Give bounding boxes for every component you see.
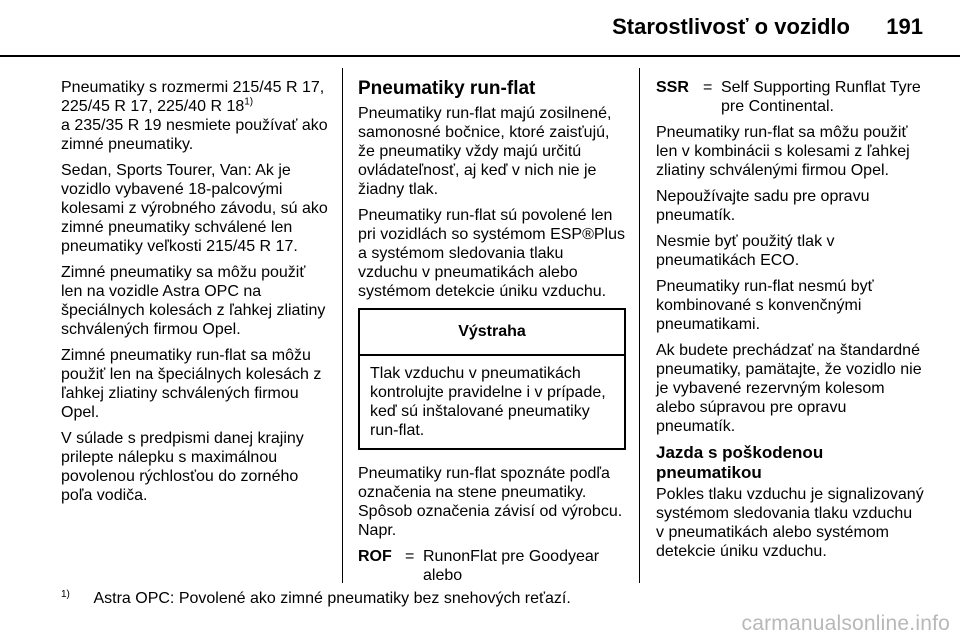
paragraph-no-mixing: Pneumatiky run-flat nesmú byť kombinované s konvenčnými pneumatikami. bbox=[656, 278, 874, 333]
footnote-text: Astra OPC: Povolené ako zimné pneumatiky bez snehových reťazí. bbox=[93, 590, 571, 607]
paragraph-tire-sizes bbox=[61, 78, 329, 154]
column-3 bbox=[656, 78, 924, 568]
paragraph-runflat-marking: Pneumatiky run-flat spoznáte podľa označenia na stene pneumatiky. Spôsob označenia závisí od výrobcu. Napr. bbox=[358, 465, 623, 539]
footnote-marker: 1) bbox=[61, 588, 70, 600]
footnote-ref: 1) bbox=[244, 96, 254, 108]
paragraph-no-eco: Nesmie byť použitý tlak v pneumatikách ECO. bbox=[656, 233, 835, 269]
paragraph-pressure-loss: Pokles tlaku vzduchu je signalizovaný systémom sledovania tlaku vzduchu v pneumatikách alebo systémom detekcie úniku vzduchu. bbox=[656, 486, 924, 560]
header-divider bbox=[0, 55, 960, 57]
definition-equals: = bbox=[703, 79, 713, 96]
footnote bbox=[61, 590, 571, 608]
definition-rof bbox=[358, 547, 626, 585]
definition-term: SSR bbox=[656, 79, 689, 96]
paragraph-standard-tires: Ak budete prechádzať na štandardné pneumatiky, pamätajte, že vozidlo nie je vybavené rezervným kolesom alebo súpravou pre opravu pneumatík. bbox=[656, 342, 922, 435]
definition-text: Self Supporting Runflat Tyre pre Continental. bbox=[721, 79, 921, 115]
definition-term: ROF bbox=[358, 548, 392, 565]
column-1 bbox=[61, 78, 329, 512]
paragraph-sedan: Sedan, Sports Tourer, Van: Ak je vozidlo vybavené 18-palcovými kolesami z výrobného závodu, sú ako zimné pneumatiky schválené len pneumatiky veľkosti 215/45 R 17. bbox=[61, 162, 328, 255]
warning-box bbox=[358, 308, 626, 450]
column-2 bbox=[358, 78, 626, 592]
section-heading-runflat: Pneumatiky run-flat bbox=[358, 78, 536, 99]
page-header bbox=[0, 0, 960, 56]
column-divider-1 bbox=[342, 68, 343, 583]
definition-equals: = bbox=[405, 548, 415, 565]
tire-sizes-text: Pneumatiky s rozmermi 215/45 R 17, 225/45 R 17, 225/40 R 18 bbox=[61, 79, 325, 115]
paragraph-runflat-intro: Pneumatiky run-flat majú zosilnené, samonosné bočnice, ktoré zaisťujú, že pneumatiky vždy majú určitú ovládateľnosť, aj keď v nich nie je žiadny tlak. bbox=[358, 105, 612, 198]
column-divider-2 bbox=[639, 68, 640, 583]
header-title: Starostlivosť o vozidlo bbox=[612, 14, 850, 39]
warning-title: Výstraha bbox=[360, 310, 624, 356]
paragraph-runflat-allowed: Pneumatiky run-flat sú povolené len pri vozidlách so systémom ESP®Plus a systémom sledovania tlaku vzduchu v pneumatikách alebo systémom detekcie úniku vzduchu. bbox=[358, 207, 625, 300]
page-number: 191 bbox=[886, 14, 923, 39]
paragraph-winter-runflat: Zimné pneumatiky run-flat sa môžu použiť len na špeciálnych kolesách z ľahkej zliatiny schválených firmou Opel. bbox=[61, 347, 322, 421]
definition-ssr bbox=[656, 78, 924, 116]
definition-text: RunonFlat pre Goodyear alebo bbox=[423, 548, 600, 584]
paragraph-alloy-only: Pneumatiky run-flat sa môžu použiť len v kombinácii s kolesami z ľahkej zliatiny schválenými firmou Opel. bbox=[656, 124, 910, 179]
tire-sizes-rest: a 235/35 R 19 nesmiete používať ako zimné pneumatiky. bbox=[61, 117, 328, 153]
watermark-text: carmanualsonline.info bbox=[741, 612, 950, 635]
subheading-damaged-tire: Jazda s poškodenou pneumatikou bbox=[656, 443, 824, 482]
paragraph-speed-sticker: V súlade s predpismi danej krajiny prilepte nálepku s maximálnou povolenou rýchlosťou do zorného poľa vodiča. bbox=[61, 430, 304, 504]
warning-body: Tlak vzduchu v pneumatikách kontrolujte pravidelne i v prípade, keď sú inštalované pneumatiky run-flat. bbox=[370, 365, 606, 439]
paragraph-astra-opc: Zimné pneumatiky sa môžu použiť len na vozidle Astra OPC na špeciálnych kolesách z ľahkej zliatiny schválených firmou Opel. bbox=[61, 264, 326, 338]
paragraph-no-repair-kit: Nepoužívajte sadu pre opravu pneumatík. bbox=[656, 188, 870, 224]
